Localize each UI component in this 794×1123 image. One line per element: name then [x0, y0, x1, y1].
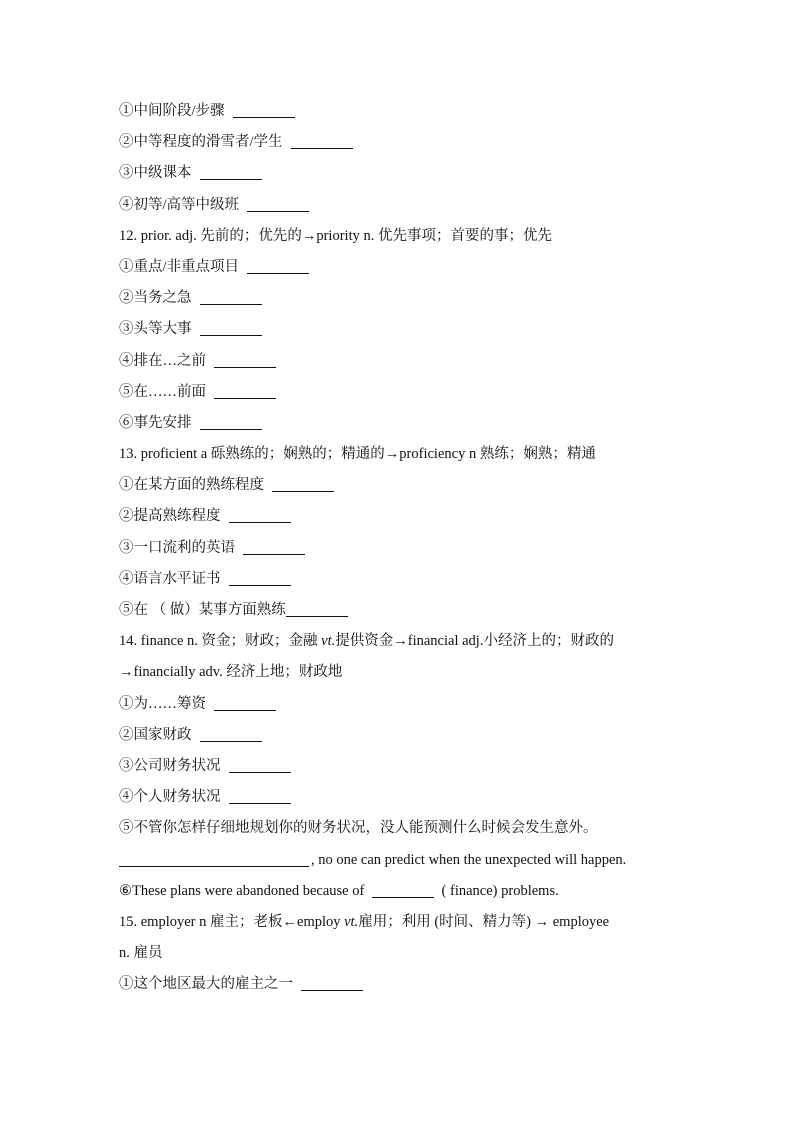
worksheet-page — [119, 96, 679, 1000]
heading-text: 15. employer n 雇主；老板←employ — [119, 913, 345, 930]
item-line — [119, 190, 679, 221]
item-line — [119, 252, 679, 283]
item-line — [119, 127, 679, 158]
item-text: ①在某方面的熟练程度 — [119, 477, 264, 494]
item-line — [119, 408, 679, 439]
pos-italic: vt. — [321, 633, 336, 650]
answer-blank[interactable] — [286, 615, 348, 617]
answer-blank-long[interactable] — [119, 865, 309, 867]
item-text: ①中间阶段/步骤 — [119, 103, 225, 119]
answer-blank[interactable] — [229, 802, 291, 804]
answer-blank[interactable] — [233, 116, 295, 118]
item-line — [119, 314, 679, 345]
heading-text: →financially adv. 经济上地；财政地 — [119, 664, 343, 681]
item-line — [119, 751, 679, 782]
answer-blank[interactable] — [301, 989, 363, 991]
answer-blank[interactable] — [243, 553, 305, 555]
item-line — [119, 377, 679, 408]
pos-italic: vt. — [344, 913, 359, 930]
item-line — [119, 470, 679, 501]
word-heading — [119, 626, 679, 657]
item-text: ①这个地区最大的雇主之一 — [119, 976, 293, 993]
answer-blank[interactable] — [200, 303, 262, 305]
heading-text: 13. proficient a 砾熟练的；娴熟的；精通的→proficiency n 熟练；娴熟；精通 — [119, 446, 596, 463]
item-line — [119, 564, 679, 595]
word-heading-cont — [119, 657, 679, 688]
heading-text-cont: 提供资金→financial adj.小经济上的；财政的 — [335, 633, 614, 650]
heading-text: n. 雇员 — [119, 945, 163, 962]
answer-blank[interactable] — [200, 740, 262, 742]
answer-blank[interactable] — [247, 272, 309, 274]
sentence-text: ⑤不管你怎样仔细地规划你的财务状况，没人能预测什么时候会发生意外。 — [119, 820, 598, 837]
answer-blank[interactable] — [214, 366, 276, 368]
answer-blank[interactable] — [229, 584, 291, 586]
item-line — [119, 969, 679, 1000]
sentence-line — [119, 876, 679, 907]
sentence-text-cont: ( finance) problems. — [437, 882, 559, 899]
answer-blank[interactable] — [272, 490, 334, 492]
item-line — [119, 158, 679, 189]
item-line — [119, 501, 679, 532]
item-text: ②国家财政 — [119, 726, 192, 743]
sentence-prompt — [119, 813, 679, 844]
item-text: ①重点/非重点项目 — [119, 258, 240, 275]
item-text: ②当务之急 — [119, 290, 192, 307]
item-line — [119, 96, 679, 127]
answer-blank[interactable] — [200, 334, 262, 336]
item-line — [119, 283, 679, 314]
item-text: ③头等大事 — [119, 321, 192, 338]
item-text: ④排在…之前 — [119, 352, 206, 369]
answer-blank[interactable] — [372, 896, 434, 898]
answer-blank[interactable] — [200, 178, 262, 180]
heading-text: 14. finance n. 资金；财政；金融 — [119, 633, 322, 650]
item-line — [119, 782, 679, 813]
item-line — [119, 720, 679, 751]
item-text: ②提高熟练程度 — [119, 508, 221, 525]
item-text: ②中等程度的滑雪者/学生 — [119, 134, 283, 151]
item-line — [119, 595, 679, 626]
sentence-line — [119, 845, 679, 876]
item-text: ⑥事先安排 — [119, 414, 192, 431]
item-text: ④初等/高等中级班 — [119, 196, 240, 213]
word-heading-cont — [119, 938, 679, 969]
answer-blank[interactable] — [229, 521, 291, 523]
sentence-text: , no one can predict when the unexpected will happen. — [311, 851, 627, 868]
answer-blank[interactable] — [214, 397, 276, 399]
item-text: ①为……筹资 — [119, 695, 206, 712]
word-heading — [119, 439, 679, 470]
item-line — [119, 533, 679, 564]
item-text: ⑤在……前面 — [119, 383, 206, 400]
item-line — [119, 689, 679, 720]
sentence-text: ⑥These plans were abandoned because of — [119, 882, 368, 899]
item-text: ③中级课本 — [119, 165, 192, 182]
item-text: ⑤在 （ 做）某事方面熟练 — [119, 602, 286, 618]
word-heading — [119, 907, 679, 938]
item-text: ④个人财务状况 — [119, 789, 221, 806]
answer-blank[interactable] — [214, 709, 276, 711]
answer-blank[interactable] — [200, 428, 262, 430]
item-text: ④语言水平证书 — [119, 570, 221, 587]
answer-blank[interactable] — [229, 771, 291, 773]
item-text: ③公司财务状况 — [119, 757, 221, 774]
answer-blank[interactable] — [247, 210, 309, 212]
answer-blank[interactable] — [291, 147, 353, 149]
heading-text: 12. prior. adj. 先前的；优先的→priority n. 优先事项；首要的事；优先 — [119, 227, 552, 244]
item-text: ③一口流利的英语 — [119, 539, 235, 556]
word-heading — [119, 221, 679, 252]
item-line — [119, 346, 679, 377]
heading-text-cont: 雇用；利用 (时间、精力等) → employee — [358, 913, 610, 930]
